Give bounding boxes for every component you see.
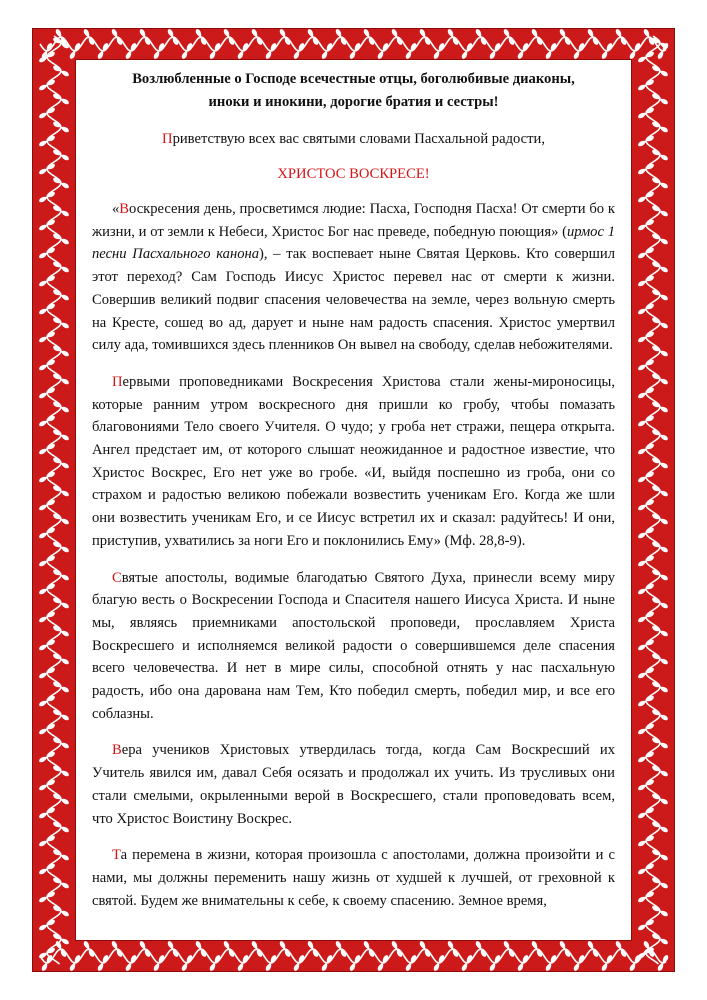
letter-heading [92, 68, 615, 114]
paragraph-3-initial: С [112, 569, 122, 586]
paragraph-1-citation: ирмос 1 песни Пасхального канона [92, 223, 615, 263]
paragraph-3 [92, 567, 615, 726]
paragraph-1-text-b: ), – так воспевает ныне Святая Церковь. Кто совершил этот переход? Сам Господь Иисус Христос перевел нас от смерти к жизни. Совершив великий подвиг спасения человечества на земле, через вольную смерть на Кресте, сошед во ад, дарует и ныне нам радость спасения. Христос умертвил силу ада, томившихся здесь пленников Он вывел на свободу, сделав небожителями. [92, 246, 615, 354]
paragraph-5-text: а перемена в жизни, которая произошла с апостолами, должна произойти и с нами, мы должны переменить нашу жизнь от худшей к лучшей, от греховной к святой. Будем же внимательны к себе, к своему спасению. Земное время, [92, 847, 615, 909]
paragraph-4-initial: В [112, 742, 122, 759]
paragraph-2 [92, 371, 615, 553]
paragraph-1-quote: « [112, 201, 120, 217]
paragraph-1 [92, 198, 615, 357]
paragraph-5 [92, 844, 615, 912]
heading-line-2: иноки и инокини, дорогие братия и сестры! [208, 94, 499, 110]
greeting-text: риветствую всех вас святыми словами Пасхальной радости, [172, 131, 545, 147]
paragraph-3-text: вятые апостолы, водимые благодатью Святого Духа, принесли всему миру благую весть о Воскресении Господа и Спасителя нашего Иисуса Христа. И ныне мы, являясь приемниками апостольской проповеди, прославляем Христа Воскресшего и исполняемся великой радости о совершившемся деле спасения всего человечества. И нет в мире силы, способной отнять у нас пасхальную радость, ибо она дарована нам Тем, Кто победил смерть, победил мир, и все его соблазны. [92, 569, 615, 722]
paragraph-1-initial: В [119, 201, 130, 217]
paragraph-5-initial: Т [112, 847, 121, 864]
letter-content [92, 68, 615, 932]
paschal-exclamation: ХРИСТОС ВОСКРЕСЕ! [277, 166, 430, 182]
paragraph-4-text: ера учеников Христовых утвердилась тогда, когда Сам Воскресший их Учитель явился им, давал Себя осязать и продолжал их учить. Из трусливых они стали смелыми, окрыленными верой в Воскресшего, стали проповедовать всем, что Христос Воистину Воскрес. [92, 742, 615, 827]
paragraph-2-initial: П [112, 373, 123, 390]
greeting-line [92, 128, 615, 151]
heading-line-1: Возлюбленные о Господе всечестные отцы, боголюбивые диаконы, [132, 71, 575, 87]
paragraph-4 [92, 739, 615, 830]
paragraph-2-text: ервыми проповедниками Воскресения Христова стали жены-мироносицы, которые ранним утром воскресного дня пришли ко гробу, чтобы помазать благовониями Тело своего Учителя. О чудо; у гроба нет стражи, пещера открыта. Ангел предстает им, от которого слышат неожиданное и радостное известие, что Христос Воскрес, Его нет уже во гробе. «И, выйдя поспешно из гроба, они со страхом и радостью великою побежали возвестить ученикам Его. Когда же шли они возвестить ученикам Его, и се Иисус встретил их и сказал: радуйтесь! И они, приступив, ухватились за ноги Его и поклонились Ему» (Мф. 28,8-9). [92, 373, 615, 549]
paragraph-1-text-a: оскресения день, просветимся людие: Пасха, Господня Пасха! От смерти бо к жизни, и от земли к Небеси, Христос Бог нас преведе, победную поющия» ( [92, 201, 615, 240]
greeting-initial: П [162, 131, 173, 147]
